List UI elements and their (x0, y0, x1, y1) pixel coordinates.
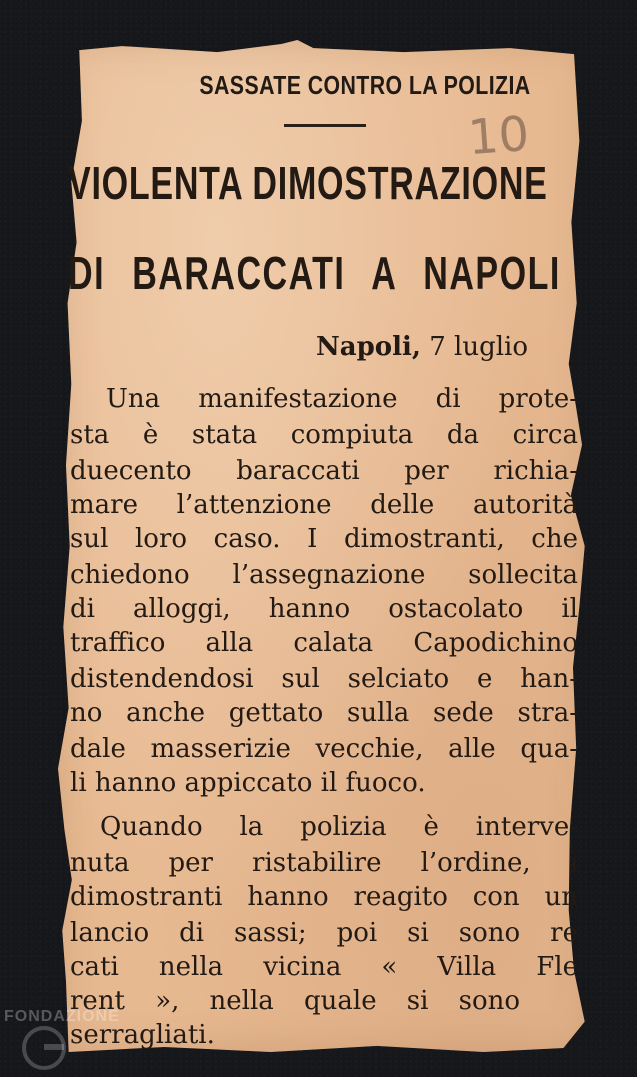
kicker-rule (284, 124, 366, 127)
paragraph-1-line: di alloggi, hanno ostacolato il (70, 594, 578, 624)
paragraph-2-line: cati nella vicina « Villa Fle (70, 952, 578, 982)
paragraph-1-line: sul loro caso. I dimostranti, che (70, 524, 578, 554)
handwritten-number: 10 (466, 105, 531, 167)
dateline (316, 332, 528, 362)
paragraph-1-line: mare l’attenzione delle autorità (70, 490, 578, 520)
paragraph-1-line: chiedono l’assegnazione sollecita (70, 560, 578, 590)
paragraph-1-line: sta è stata compiuta da circa (70, 420, 578, 450)
dateline-city: Napoli, (316, 332, 421, 362)
paragraph-2-line: nuta per ristabilire l’ordine, i (70, 848, 578, 878)
headline-line-2: DI BARACCATI A NAPOLI (68, 247, 561, 299)
paragraph-2-line: rent », nella quale si sono (70, 986, 520, 1016)
watermark-text: FONDAZIONE (4, 1008, 120, 1025)
paragraph-2-line: dimostranti hanno reagito con un (70, 882, 578, 912)
paragraph-1-line: Una manifestazione di prote- (106, 384, 578, 414)
paragraph-1-line: traffico alla calata Capodichino (70, 628, 578, 658)
watermark-logo-icon (22, 1026, 66, 1070)
paragraph-2-line: Quando la polizia è interve- (100, 812, 578, 842)
paragraph-2-line: serragliati. (70, 1020, 215, 1050)
dateline-date: 7 luglio (429, 332, 529, 362)
paragraph-1-line: distendendosi sul selciato e han- (70, 664, 578, 694)
paragraph-1-line: dale masserizie vecchie, alle qua- (70, 734, 578, 764)
article-kicker: SASSATE CONTRO LA POLIZIA (199, 70, 531, 100)
paragraph-1-line: duecento baraccati per richia- (70, 456, 578, 486)
paragraph-1-line: no anche gettato sulla sede stra- (70, 698, 578, 728)
paragraph-1-line: li hanno appiccato il fuoco. (70, 768, 426, 798)
headline-line-1: VIOLENTA DIMOSTRAZIONE (68, 157, 548, 209)
paragraph-2-line: lancio di sassi; poi si sono re (70, 918, 578, 948)
